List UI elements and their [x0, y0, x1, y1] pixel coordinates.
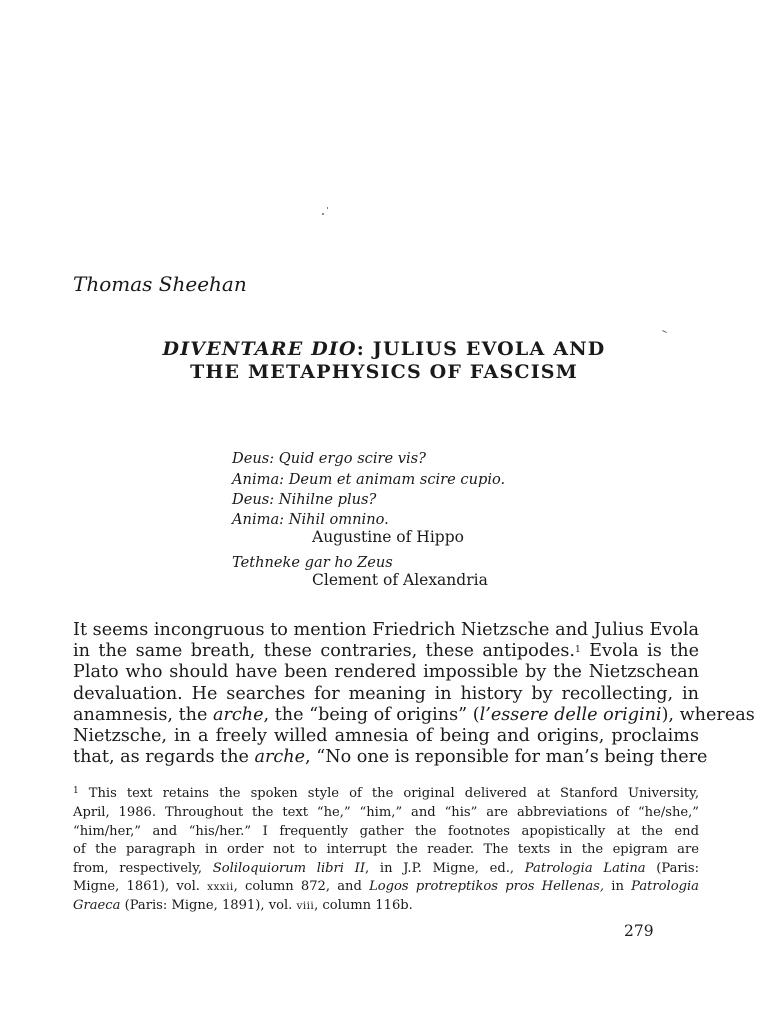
footnote-italic: Patrologia	[631, 879, 699, 894]
body-italic: arche	[254, 747, 306, 767]
footnote-smallcaps: xxxii	[207, 881, 234, 893]
footnote-text: from, respectively,	[73, 861, 213, 876]
body-italic: l’essere delle origini	[479, 705, 662, 725]
body-text: in the same breath, these contraries, these antipodes.	[73, 641, 575, 661]
footnote-line-2: April, 1986. Throughout the text “he,” “him,” and “his” are abbreviations of “he/she,”	[73, 805, 699, 820]
epigram-speaker: Anima:	[232, 511, 285, 528]
scan-speck	[327, 207, 328, 209]
article-title-line-2: THE METAPHYSICS OF FASCISM	[190, 361, 578, 383]
article-title-line-1	[0, 338, 768, 360]
footnote-text: , column 872, and	[233, 879, 370, 894]
epigram-speaker: Deus:	[232, 450, 275, 467]
footnote-italic: Soliloquiorum libri II	[212, 861, 366, 876]
epigram-text: Nihil omnino.	[288, 511, 389, 528]
body-text: that, as regards the	[73, 747, 255, 767]
body-text: , the “being of origins” (	[263, 705, 480, 725]
body-text: anamnesis, the	[73, 705, 214, 725]
body-line-7	[73, 747, 708, 767]
epigram-line-2	[232, 471, 505, 488]
footnote-marker: 1	[73, 786, 79, 796]
footnote-line-4: of the paragraph in order not to interrupt the reader. The texts in the epigram are	[73, 842, 699, 857]
body-line-6: Nietzsche, in a freely willed amnesia of being and origins, proclaims	[73, 726, 699, 746]
title-line1-rest: : JULIUS EVOLA AND	[356, 338, 606, 360]
epigram-line-3	[232, 491, 376, 508]
footnote-line-1	[73, 786, 699, 801]
footnote-line-5	[73, 861, 699, 876]
scan-speck	[662, 330, 667, 333]
footnote-text: (Paris:	[645, 861, 699, 876]
footnote-text: Migne, 1861), vol.	[73, 879, 208, 894]
epigram-text: Nihilne plus?	[278, 491, 377, 508]
footnote-smallcaps: viii	[296, 900, 315, 912]
author-name: Thomas Sheehan	[73, 272, 247, 296]
footnote-text: This text retains the spoken style of the original delivered at Stanford University,	[88, 786, 699, 801]
body-line-3: Plato who should have been rendered impossible by the Nietzschean	[73, 662, 699, 682]
epigram-speaker: Deus:	[232, 491, 275, 508]
epigram-line-5: Tethneke gar ho Zeus	[232, 554, 393, 571]
body-italic: arche	[213, 705, 264, 725]
epigram-speaker: Anima:	[232, 471, 285, 488]
scan-speck	[322, 213, 324, 215]
footnote-text: in	[604, 879, 632, 894]
footnote-text: , in J.P. Migne, ed.,	[365, 861, 525, 876]
footnote-italic: Graeca	[73, 898, 121, 913]
body-text: , “No one is reponsible for man’s being there	[305, 747, 708, 767]
epigram-attribution-augustine: Augustine of Hippo	[312, 528, 464, 546]
footnote-line-6	[73, 879, 699, 894]
body-line-1: It seems incongruous to mention Friedrich Nietzsche and Julius Evola	[73, 620, 699, 640]
epigram-text: Quid ergo scire vis?	[278, 450, 426, 467]
body-line-4: devaluation. He searches for meaning in history by recollecting, in	[73, 684, 699, 704]
epigram-line-4	[232, 511, 389, 528]
body-text: ), whereas	[661, 705, 755, 725]
epigram-text: Deum et animam scire cupio.	[288, 471, 506, 488]
footnote-italic: Logos protreptikos pros Hellenas,	[369, 879, 605, 894]
epigram-line-1	[232, 450, 426, 467]
title-italic-part: DIVENTARE DIO	[162, 338, 357, 360]
body-line-2	[73, 641, 699, 661]
body-text: Evola is the	[580, 641, 699, 661]
page-number: 279	[624, 922, 654, 940]
footnote-italic: Patrologia Latina	[524, 861, 646, 876]
body-line-5	[73, 705, 755, 725]
footnote-text: (Paris: Migne, 1891), vol.	[120, 898, 297, 913]
footnote-line-3: “him/her,” and “his/her.” I frequently gather the footnotes apopistically at the end	[73, 824, 699, 839]
epigram-attribution-clement: Clement of Alexandria	[312, 571, 488, 589]
footnote-text: , column 116b.	[314, 898, 413, 913]
footnote-reference: 1	[575, 645, 581, 655]
footnote-line-7	[73, 898, 699, 913]
